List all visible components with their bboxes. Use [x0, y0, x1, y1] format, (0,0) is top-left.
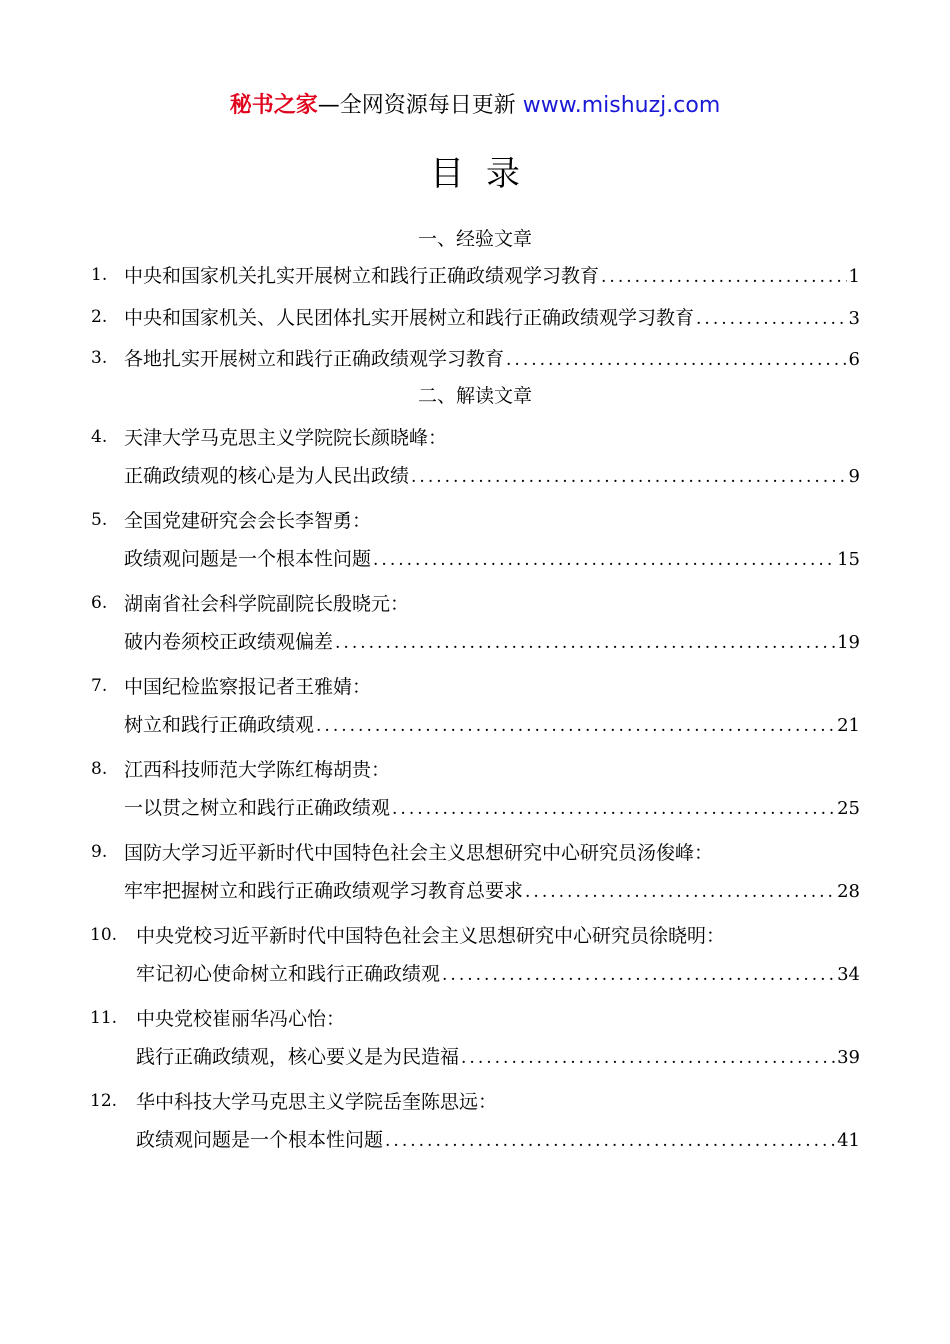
toc-author-text: 湖南省社会科学院副院长殷晓元：: [124, 593, 410, 615]
toc-item-number: 11.: [90, 1008, 118, 1028]
toc-entry-title: 牢牢把握树立和践行正确政绩观学习教育总要求: [124, 880, 524, 902]
toc-entry-title: 一以贯之树立和践行正确政绩观: [124, 797, 391, 819]
toc-entry-title: 中央和国家机关扎实开展树立和践行正确政绩观学习教育: [124, 265, 600, 287]
leader-dots: [601, 267, 847, 287]
toc-entry-title: 政绩观问题是一个根本性问题: [124, 548, 372, 570]
toc-author-text: 中央党校习近平新时代中国特色社会主义思想研究中心研究员徐晓明：: [136, 925, 726, 947]
leader-dots: [442, 965, 835, 985]
toc-page-number: 25: [837, 798, 860, 819]
leader-dots: [335, 633, 835, 653]
toc-page-number: 41: [837, 1130, 860, 1151]
toc-author-text: 华中科技大学马克思主义学院岳奎陈思远：: [136, 1091, 498, 1113]
toc-entry[interactable]: [124, 344, 860, 372]
toc-entry[interactable]: [124, 793, 860, 821]
toc-entry-title: 践行正确政绩观，核心要义是为民造福: [136, 1046, 460, 1068]
leader-dots: [385, 1131, 835, 1151]
toc-item-author: [136, 1087, 497, 1115]
leader-dots: [696, 309, 847, 329]
leader-dots: [525, 882, 835, 902]
toc-author-text: 中国纪检监察报记者王雅婧：: [124, 676, 372, 698]
page-title: 目录: [430, 154, 542, 194]
toc-item-number: 7.: [91, 676, 108, 696]
toc-item-author: [124, 672, 371, 700]
site-link[interactable]: www.mishuzj.com: [522, 93, 721, 118]
header-tagline: —全网资源每日更新: [317, 93, 523, 118]
toc-item-author: [136, 1004, 345, 1032]
toc-page-number: 39: [837, 1047, 860, 1068]
toc-item-number: 1.: [91, 265, 108, 285]
toc-item-author: [124, 755, 390, 783]
toc-item-number: 10.: [90, 925, 118, 945]
toc-item-author: [124, 838, 713, 866]
toc-item-number: 3.: [91, 348, 108, 368]
leader-dots: [461, 1048, 835, 1068]
toc-entry-title: 树立和践行正确政绩观: [124, 714, 315, 736]
toc-entry-title: 中央和国家机关、人民团体扎实开展树立和践行正确政绩观学习教育: [124, 306, 695, 329]
toc-entry[interactable]: [124, 303, 860, 331]
toc-entry-title: 牢记初心使命树立和践行正确政绩观: [136, 963, 441, 985]
toc-page-number: 28: [837, 881, 860, 902]
section-heading: 一、经验文章: [417, 228, 532, 250]
toc-entry[interactable]: [136, 959, 860, 987]
toc-entry[interactable]: [124, 461, 860, 489]
toc-item-author: [124, 423, 447, 451]
leader-dots: [373, 550, 835, 570]
toc-entry[interactable]: [124, 710, 860, 738]
toc-page-number: 21: [837, 715, 860, 736]
toc-item-number: 5.: [91, 510, 108, 530]
toc-entry-title: 各地扎实开展树立和践行正确政绩观学习教育: [124, 348, 505, 370]
toc-author-text: 中央党校崔丽华冯心怡：: [136, 1008, 346, 1030]
toc-author-text: 天津大学马克思主义学院院长颜晓峰：: [124, 427, 448, 449]
toc-entry[interactable]: [124, 261, 860, 289]
section-heading: 二、解读文章: [417, 385, 532, 407]
toc-page-number: 9: [848, 466, 860, 487]
toc-page-number: 15: [837, 549, 860, 570]
toc-item-number: 2.: [91, 306, 108, 327]
toc-entry-title: 正确政绩观的核心是为人民出政绩: [124, 465, 410, 487]
leader-dots: [316, 716, 835, 736]
leader-dots: [392, 799, 835, 819]
toc-item-author: [124, 589, 409, 617]
toc-item-number: 4.: [91, 427, 108, 447]
leader-dots: [506, 350, 847, 370]
brand-name: 秘书之家: [229, 93, 318, 118]
toc-entry-title: 政绩观问题是一个根本性问题: [136, 1129, 384, 1151]
toc-item-number: 12.: [90, 1091, 118, 1111]
toc-entry[interactable]: [136, 1042, 860, 1070]
toc-page-number: 1: [848, 266, 860, 287]
toc-page-number: 34: [837, 964, 860, 985]
toc-entry[interactable]: [124, 544, 860, 572]
toc-page-number: 19: [837, 632, 860, 653]
toc-item-number: 9.: [91, 842, 108, 862]
toc-item-number: 6.: [91, 593, 108, 613]
leader-dots: [411, 467, 847, 487]
toc-author-text: 国防大学习近平新时代中国特色社会主义思想研究中心研究员汤俊峰：: [124, 842, 714, 864]
toc-entry[interactable]: [124, 876, 860, 904]
toc-item-author: [136, 921, 725, 949]
toc-page-number: 3: [848, 307, 860, 329]
toc-item-number: 8.: [91, 759, 108, 779]
toc-entry-title: 破内卷须校正政绩观偏差: [124, 631, 334, 653]
toc-page-number: 6: [848, 349, 860, 370]
toc-entry[interactable]: [136, 1125, 860, 1153]
toc-author-text: 全国党建研究会会长李智勇：: [124, 510, 372, 532]
toc-entry[interactable]: [124, 627, 860, 655]
site-header: [0, 88, 950, 119]
toc-item-author: [124, 506, 371, 534]
toc-author-text: 江西科技师范大学陈红梅胡贵：: [124, 759, 391, 781]
